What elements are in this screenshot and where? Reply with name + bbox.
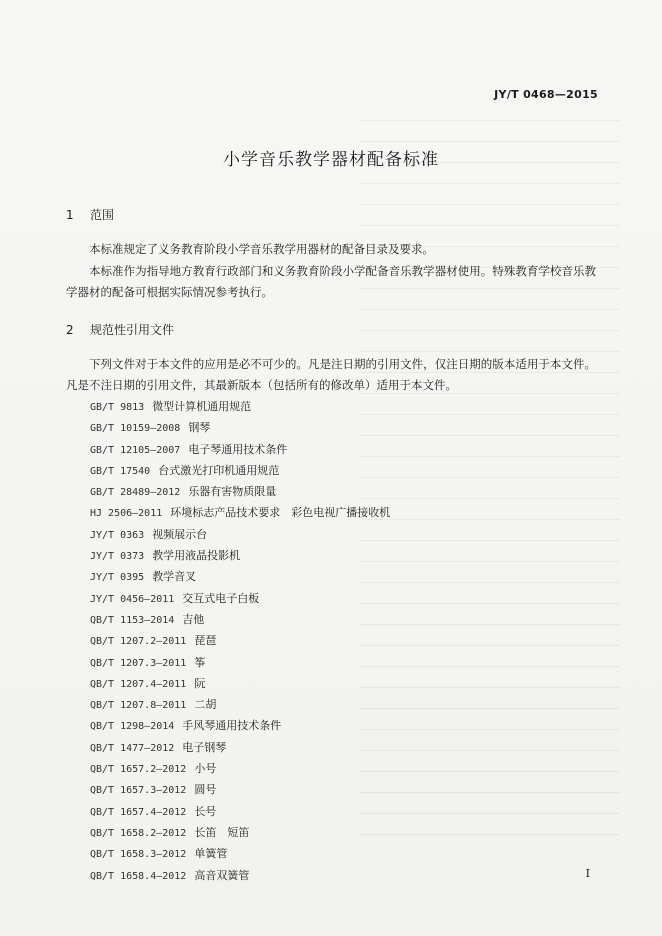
reference-code: QB/T 1658.2—2012: [90, 827, 187, 839]
document-title: 小学音乐教学器材配备标准: [223, 150, 439, 170]
reference-item: [90, 588, 390, 609]
reference-name: 阮: [194, 676, 206, 690]
reference-code: QB/T 1153—2014: [90, 614, 175, 626]
reference-item: [90, 737, 390, 758]
reference-name: 教学用液晶投影机: [152, 549, 241, 563]
reference-item: [90, 715, 390, 736]
reference-code: GB/T 12105—2007: [90, 444, 181, 456]
reference-code: QB/T 1658.3—2012: [90, 849, 187, 861]
reference-item: [90, 801, 390, 822]
reference-code: QB/T 1657.4—2012: [90, 806, 187, 818]
reference-name: 钢琴: [188, 421, 211, 435]
section-title: 规范性引用文件: [90, 323, 175, 337]
reference-item: [90, 439, 390, 460]
reference-code: QB/T 1658.4—2012: [90, 870, 187, 882]
reference-name: 圆号: [194, 783, 217, 797]
reference-code: QB/T 1657.2—2012: [90, 764, 187, 776]
reference-code: GB/T 9813: [90, 402, 145, 413]
reference-code: GB/T 17540: [90, 465, 151, 477]
reference-code: HJ 2506—2011: [90, 508, 163, 520]
reference-code: JY/T 0363: [90, 529, 145, 541]
section-1-paragraph-2: 本标准作为指导地方教育行政部门和义务教育阶段小学配备音乐教学器材使用。特殊教育学校音乐教学器材的配备可根据实际情况参考执行。: [66, 264, 596, 299]
reference-code: QB/T 1207.4—2011: [90, 678, 187, 690]
section-number: 2: [66, 323, 74, 337]
reference-code: QB/T 1207.8—2011: [90, 700, 187, 712]
section-1-paragraph-1: 本标准规定了义务教育阶段小学音乐教学用器材的配备目录及要求。: [89, 242, 434, 256]
reference-code: GB/T 10159—2008: [90, 423, 181, 435]
reference-code: JY/T 0456—2011: [90, 593, 175, 605]
reference-item: [90, 609, 390, 630]
reference-name: 视频展示台: [152, 527, 208, 541]
reference-name: 吉他: [182, 612, 205, 626]
reference-name: 交互式电子白板: [182, 591, 260, 605]
reference-item: [90, 545, 390, 566]
reference-item: [90, 694, 390, 715]
reference-code: GB/T 28489—2012: [90, 487, 181, 499]
reference-item: [90, 524, 390, 545]
section-1-heading: [66, 206, 114, 223]
reference-name: 台式激光打印机通用规范: [158, 463, 280, 477]
reference-item: [90, 822, 390, 843]
section-2-intro: 下列文件对于本文件的应用是必不可少的。凡是注日期的引用文件，仅注日期的版本适用于本文件。凡是不注日期的引用文件，其最新版本（包括所有的修改单）适用于本文件。: [66, 357, 596, 392]
reference-item: [90, 460, 390, 481]
bleed-through-texture: [360, 120, 620, 840]
standard-code: JY/T 0468—2015: [494, 88, 598, 101]
reference-item: [90, 758, 390, 779]
reference-item: [90, 481, 390, 502]
page-number: I: [585, 867, 590, 880]
reference-item: [90, 865, 390, 886]
reference-name: 琵琶: [194, 634, 217, 648]
reference-code: QB/T 1207.2—2011: [90, 636, 187, 648]
reference-item: [90, 396, 390, 417]
reference-list: [90, 396, 390, 886]
reference-name: 环境标志产品技术要求 彩色电视广播接收机: [170, 506, 391, 520]
reference-item: [90, 417, 390, 438]
reference-item: [90, 652, 390, 673]
reference-code: JY/T 0373: [90, 551, 145, 563]
reference-name: 电子琴通用技术条件: [188, 442, 288, 456]
reference-code: QB/T 1657.3—2012: [90, 785, 187, 797]
reference-name: 微型计算机通用规范: [152, 400, 252, 413]
section-number: 1: [66, 208, 74, 222]
reference-name: 手风琴通用技术条件: [182, 719, 282, 733]
reference-name: 长号: [194, 804, 217, 818]
reference-code: QB/T 1207.3—2011: [90, 657, 187, 669]
reference-item: [90, 779, 390, 800]
reference-name: 长笛 短笛: [194, 825, 250, 839]
reference-item: [90, 630, 390, 651]
reference-name: 乐器有害物质限量: [188, 485, 277, 499]
reference-name: 电子钢琴: [182, 740, 227, 754]
reference-name: 筝: [194, 655, 206, 669]
reference-item: [90, 502, 390, 523]
reference-name: 教学音叉: [152, 570, 197, 584]
reference-item: [90, 843, 390, 864]
reference-code: QB/T 1298—2014: [90, 721, 175, 733]
section-2-heading: [66, 321, 174, 338]
reference-name: 单簧管: [194, 847, 228, 861]
reference-item: [90, 673, 390, 694]
reference-item: [90, 566, 390, 587]
reference-code: JY/T 0395: [90, 572, 145, 584]
reference-code: QB/T 1477—2012: [90, 742, 175, 754]
section-title: 范围: [90, 208, 115, 222]
reference-name: 二胡: [194, 698, 217, 712]
reference-name: 小号: [194, 762, 217, 776]
reference-name: 高音双簧管: [194, 868, 250, 882]
